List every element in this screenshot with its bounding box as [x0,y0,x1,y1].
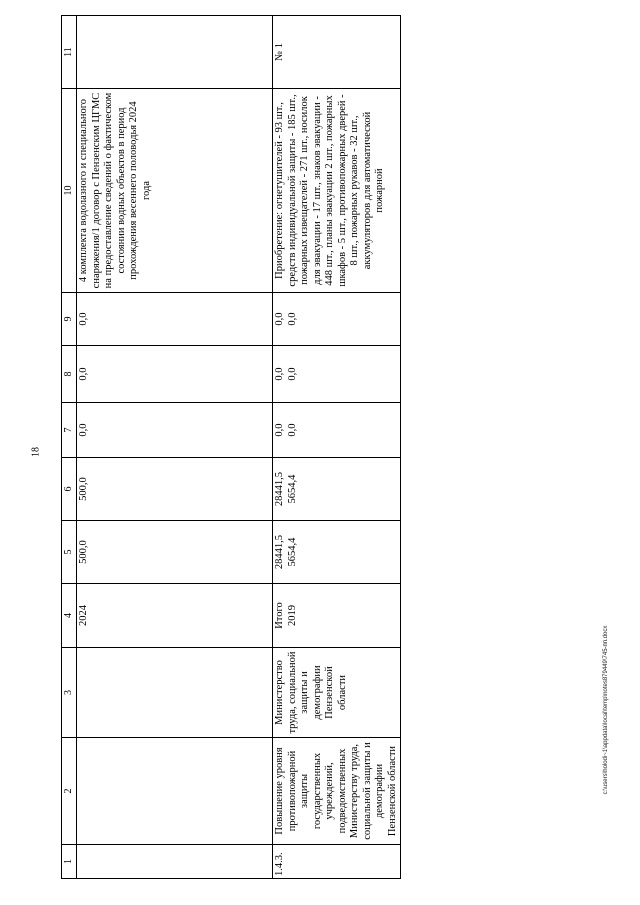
cell-indicator: № 1 [273,16,401,89]
table-row [273,16,401,879]
year-value: 5654,4 [286,474,298,504]
cell-measure-name: Повышение уровня противопожарной защиты государственных учреждений, подведомственных Министерству труда, социальной защиты и демографии Пензенской области [273,738,401,845]
total-value: 28441,5 [274,534,285,570]
cell-other-sources [273,293,401,346]
cell-local-budget: 0,0 [77,346,273,403]
year-value: 0,0 [286,367,298,381]
column-number: 7 [62,403,77,458]
cell-measure-name [77,738,273,845]
cell-federal-budget [273,403,401,458]
table-row [77,16,273,879]
page-number: 18 [30,447,42,457]
column-number: 9 [62,293,77,346]
cell-executor: Министерство труда, социальной защиты и демографии Пензенской области [273,648,401,738]
cell-other-sources: 0,0 [77,293,273,346]
total-value: 28441,5 [274,471,285,507]
cell-result: 4 комплекта водолазного и специального снаряжения/1 договор с Пензенским ЦГМС на предоставление сведений о фактическом состоянии водных объектов в период прохождения весеннего половодья 2024 года [77,89,273,293]
year-value: 5654,4 [286,537,298,567]
column-number: 2 [62,738,77,845]
total-value: 0,0 [274,423,285,437]
cell-indicator [77,16,273,89]
column-number: 6 [62,458,77,521]
cell-regional-budget [273,458,401,521]
column-number: 8 [62,346,77,403]
year-value: 0,0 [286,312,298,326]
cell-result: Приобретение: огнетушителей - 93 шт., средств индивидуальной защиты - 185 шт., пожарных извещателей - 271 шт., носилок для эвакуации - 17 шт., знаков эвакуации - 448 шт., планы эвакуации 2 шт., пожарных шкафов - 5 шт., противопожарных дверей - 8 шт., пожарных рукавов - 32 шт., аккумуляторов для автоматической пожарной [273,89,401,293]
column-number: 11 [62,16,77,89]
column-number: 3 [62,648,77,738]
total-value: 0,0 [274,367,285,381]
cell-federal-budget: 0,0 [77,403,273,458]
year-value: 0,0 [286,423,298,437]
cell-year: 2024 [77,584,273,648]
rotated-table-container [61,43,401,879]
column-number: 5 [62,521,77,584]
column-number: 1 [62,845,77,879]
column-number: 4 [62,584,77,648]
year-value: 2019 [286,605,298,626]
program-table [61,15,401,879]
cell-executor [77,648,273,738]
cell-regional-budget: 500,0 [77,458,273,521]
total-value: 0,0 [274,312,285,326]
cell-year [273,584,401,648]
document-file-path: c:\users\holodi~1\appdata\local\temp\notes879449\745-пп.docx [603,625,609,795]
cell-local-budget [273,346,401,403]
cell-number: 1.4.3. [273,845,401,879]
cell-total-funding [273,521,401,584]
cell-total-funding: 500,0 [77,521,273,584]
total-label: Итого [274,602,285,629]
cell-number [77,845,273,879]
column-number-row [62,16,77,879]
column-number: 10 [62,89,77,293]
